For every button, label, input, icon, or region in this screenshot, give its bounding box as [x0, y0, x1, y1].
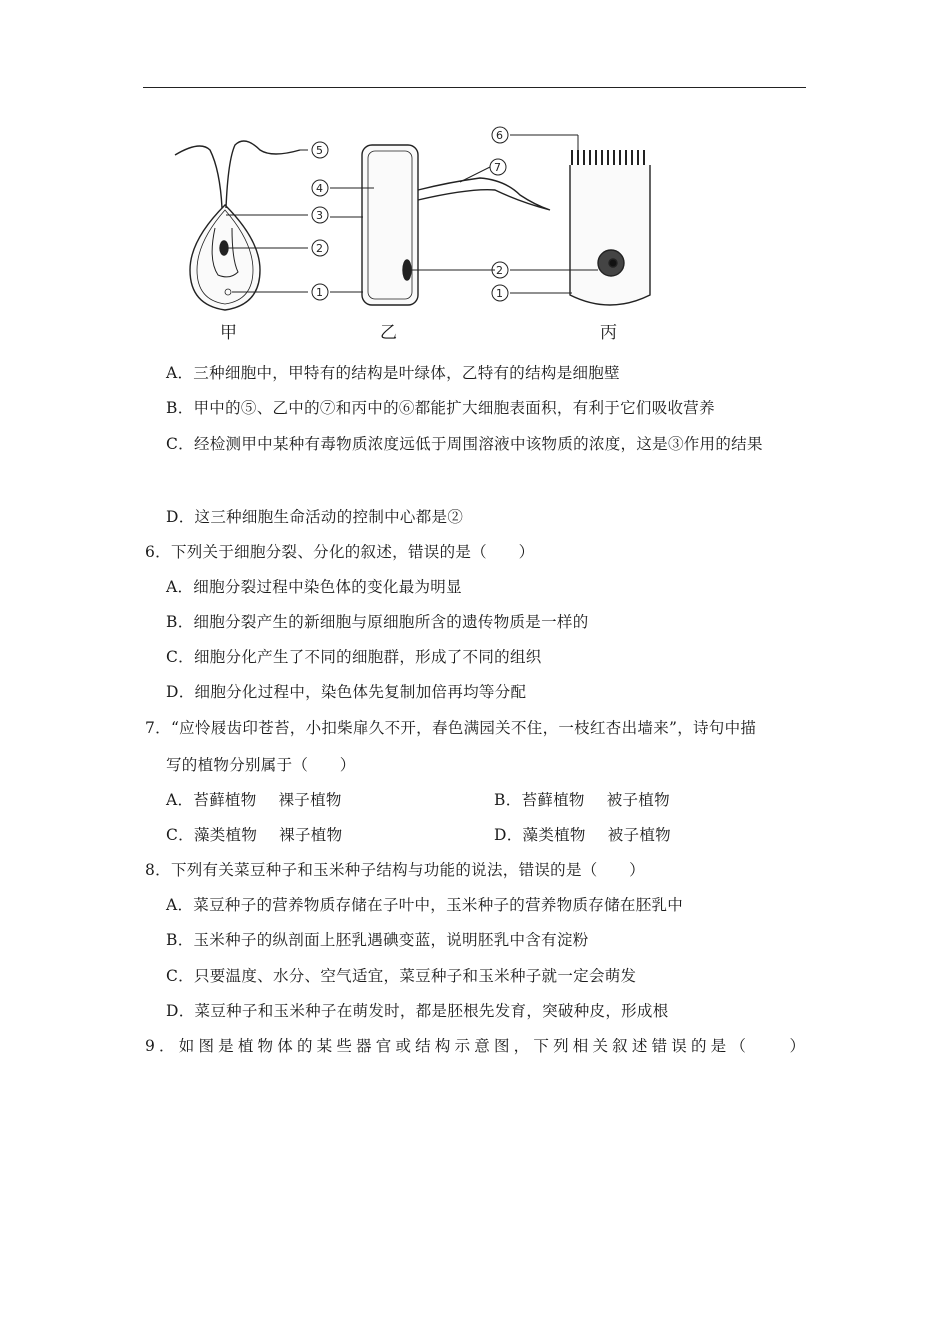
q5-option-b: B．甲中的⑤、乙中的⑦和丙中的⑥都能扩大细胞表面积，有利于它们吸收营养 [166, 399, 715, 417]
svg-text:6: 6 [496, 129, 503, 142]
svg-text:5: 5 [316, 144, 323, 157]
svg-text:3: 3 [316, 209, 323, 222]
svg-text:7: 7 [494, 161, 501, 174]
cell-yi [330, 145, 550, 305]
q8-option-c: C．只要温度、水分、空气适宜，菜豆种子和玉米种子就一定会萌发 [166, 967, 637, 985]
svg-text:1: 1 [496, 287, 503, 300]
q7-option-b-1: B．苔藓植物 [494, 791, 585, 809]
q5-option-d: D．这三种细胞生命活动的控制中心都是② [166, 508, 464, 526]
cell-bing [510, 135, 650, 305]
q8-option-b: B．玉米种子的纵剖面上胚乳遇碘变蓝，说明胚乳中含有淀粉 [166, 931, 589, 949]
q7-option-d-1: D．藻类植物 [494, 826, 586, 844]
svg-text:1: 1 [316, 286, 323, 299]
q7-option-a-2: 裸子植物 [278, 791, 342, 809]
label-yi: 乙 [380, 323, 397, 343]
cell-jia [175, 141, 308, 310]
q8-stem: 8．下列有关菜豆种子和玉米种子结构与功能的说法，错误的是（ ） [145, 861, 645, 879]
label-bing: 丙 [600, 323, 617, 343]
q6-option-c: C．细胞分化产生了不同的细胞群，形成了不同的组织 [166, 648, 542, 666]
q7-option-d [494, 823, 671, 845]
cell-diagram [160, 120, 660, 345]
q6-option-a: A．细胞分裂过程中染色体的变化最为明显 [166, 578, 462, 596]
q7-option-c [166, 823, 342, 845]
q9-stem: 9．如图是植物体的某些器官或结构示意图，下列相关叙述错误的是（ ） [145, 1037, 810, 1055]
q7-stem-line2: 写的植物分别属于（ ） [166, 756, 356, 774]
q7-option-c-1: C．藻类植物 [166, 826, 258, 844]
q6-stem: 6．下列关于细胞分裂、分化的叙述，错误的是（ ） [145, 543, 535, 561]
label-jia: 甲 [220, 323, 237, 343]
q8-option-a: A．菜豆种子的营养物质存储在子叶中，玉米种子的营养物质存储在胚乳中 [166, 896, 684, 914]
q8-option-d: D．菜豆种子和玉米种子在萌发时，都是胚根先发育，突破种皮，形成根 [166, 1002, 669, 1020]
q7-option-a-1: A．苔藓植物 [166, 791, 257, 809]
q7-option-b [494, 788, 670, 810]
cell-diagram-svg [160, 120, 660, 345]
q7-option-b-2: 被子植物 [606, 791, 670, 809]
q5-option-c: C．经检测甲中某种有毒物质浓度远低于周围溶液中该物质的浓度，这是③作用的结果 [166, 435, 763, 453]
q6-option-d: D．细胞分化过程中，染色体先复制加倍再均等分配 [166, 683, 527, 701]
svg-text:2: 2 [316, 242, 323, 255]
q7-option-c-2: 裸子植物 [279, 826, 343, 844]
header-rule [143, 87, 806, 88]
q7-option-a [166, 788, 342, 810]
q7-option-d-2: 被子植物 [607, 826, 671, 844]
q5-option-a: A．三种细胞中，甲特有的结构是叶绿体，乙特有的结构是细胞壁 [166, 364, 620, 382]
svg-text:2: 2 [496, 264, 503, 277]
svg-text:4: 4 [316, 182, 323, 195]
q7-stem-line1: 7．“应怜屐齿印苍苔，小扣柴扉久不开，春色满园关不住，一枝红杏出墙来”，诗句中描 [145, 719, 757, 737]
q6-option-b: B．细胞分裂产生的新细胞与原细胞所含的遗传物质是一样的 [166, 613, 589, 631]
